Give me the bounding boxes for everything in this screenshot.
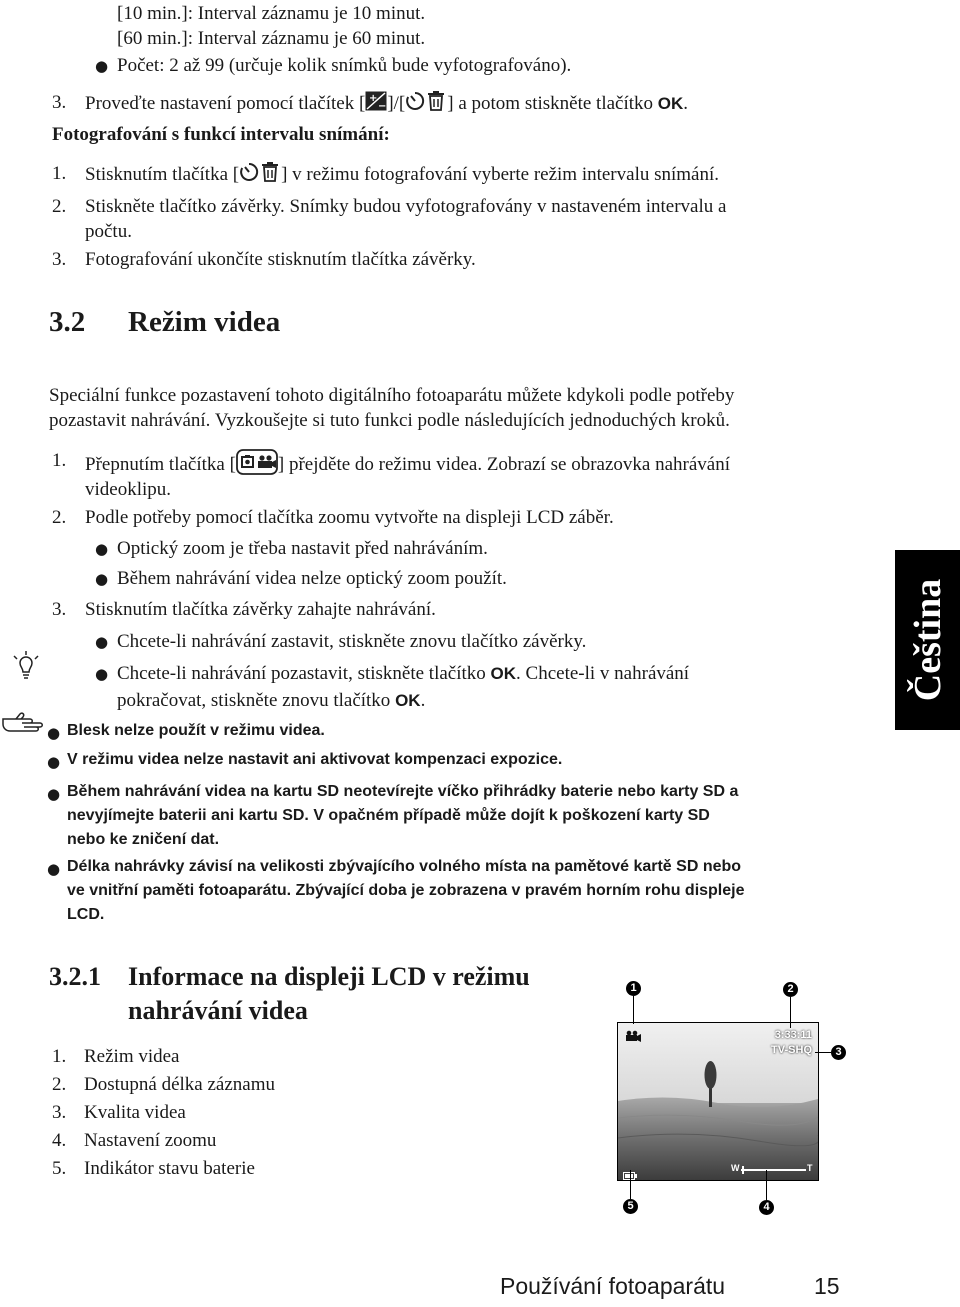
interval-10-line: [10 min.]: Interval záznamu je 10 minut. (117, 3, 426, 24)
callout-line (630, 1170, 631, 1199)
svg-text:−: − (378, 101, 387, 111)
stop-bullet: Chcete-li nahrávání zastavit, stiskněte znovu tlačítko závěrky. (117, 631, 587, 652)
lcd-item-label: Nastavení zoomu (84, 1130, 217, 1151)
lcd-item-label: Dostupná délka záznamu (84, 1074, 275, 1095)
zoom-tele-label: T (807, 1163, 813, 1173)
video-intro-line2: pozastavit nahrávání. Vyzkoušejte si tuto funkci podle následujících jednoduchých kroků. (49, 410, 730, 431)
bullet-icon: ● (95, 570, 109, 588)
lcd-screen-illustration (617, 1022, 819, 1181)
bullet-icon: ● (95, 57, 109, 75)
note-sd-line2: nevyjímejte baterii ani kartu SD. V opačném případě může dojít k poškození karty SD (67, 807, 710, 824)
interval-step-1: Stisknutím tlačítka [ ] v režimu fotografování vyberte režim intervalu snímání. (85, 162, 719, 189)
note-flash: Blesk nelze použít v režimu videa. (67, 722, 325, 739)
pause-bullet-line2: pokračovat, stiskněte znovu tlačítko OK. (117, 690, 426, 711)
step-number: 1. (52, 163, 67, 184)
subsection-title-line2: nahrávání videa (128, 996, 308, 1025)
bullet-icon: ● (47, 860, 61, 878)
tip-lightbulb-icon (12, 651, 40, 686)
interval-step-2-line1: Stiskněte tlačítko závěrky. Snímky budou vyfotografovány v nastaveném intervalu a (85, 196, 727, 217)
zoom-bar (741, 1169, 806, 1171)
video-intro-line1: Speciální funkce pozastavení tohoto digitálního fotoaparátu můžete kdykoli podle potřeby (49, 385, 735, 406)
note-sd-line3: nebo ke zničení dat. (67, 831, 220, 848)
note-exposure: V režimu videa nelze nastavit ani aktivovat kompenzaci expozice. (67, 751, 563, 768)
lcd-item-num: 5. (52, 1158, 67, 1179)
setup-step-line: Proveďte nastavení pomocí tlačítek [ + − ]/[ ] a potom stiskněte tlačítko OK. (85, 91, 688, 118)
svg-text:+: + (369, 93, 378, 104)
language-tab (895, 550, 960, 730)
language-tab-label: Čeština (906, 578, 949, 702)
page-number: 15 (814, 1273, 840, 1299)
callout-4: 4 (759, 1200, 774, 1215)
callout-line (815, 1052, 831, 1053)
bullet-icon: ● (95, 633, 109, 651)
lcd-item-label: Režim videa (84, 1046, 180, 1067)
video-step-1-line2: videoklipu. (85, 479, 172, 500)
lcd-item-num: 2. (52, 1074, 67, 1095)
callout-1: 1 (626, 981, 641, 996)
zoom-bullet-1: Optický zoom je třeba nastavit před nahráváním. (117, 538, 488, 559)
interval-60-line: [60 min.]: Interval záznamu je 60 minut. (117, 28, 426, 49)
section-number: 3.2 (49, 306, 86, 338)
recording-time: 3:33:11 (774, 1029, 812, 1041)
note-sd-line1: Během nahrávání videa na kartu SD neotevírejte víčko přihrádky baterie nebo karty SD a (67, 783, 739, 800)
pause-bullet-line1: Chcete-li nahrávání pozastavit, stiskněte tlačítko OK. Chcete-li v nahrávání (117, 663, 690, 684)
step-number: 3. (52, 249, 67, 270)
interval-step-2-line2: počtu. (85, 221, 132, 242)
video-step-3: Stisknutím tlačítka závěrky zahajte nahrávání. (85, 599, 436, 620)
subsection-title-line1: Informace na displeji LCD v režimu (128, 962, 530, 991)
lcd-item-num: 4. (52, 1130, 67, 1151)
exposure-icon (365, 91, 387, 118)
callout-line (766, 1170, 767, 1200)
zoom-marker (742, 1166, 744, 1174)
lcd-item-num: 1. (52, 1046, 67, 1067)
step-number: 2. (52, 196, 67, 217)
callout-2: 2 (783, 982, 798, 997)
trash-icon (425, 91, 447, 118)
zoom-bullet-2: Během nahrávání videa nelze optický zoom použít. (117, 568, 507, 589)
note-length-line1: Délka nahrávky závisí na velikosti zbývajícího volného místa na pamětové kartě SD nebo (67, 858, 742, 875)
callout-line (790, 997, 791, 1028)
bullet-icon: ● (47, 724, 61, 742)
subsection-number: 3.2.1 (49, 962, 101, 991)
interval-step-3: Fotografování ukončíte stisknutím tlačítka závěrky. (85, 249, 476, 270)
bullet-icon: ● (47, 785, 61, 803)
lcd-item-num: 3. (52, 1102, 67, 1123)
video-mode-indicator-icon (625, 1029, 641, 1047)
note-hand-icon (2, 712, 46, 739)
lcd-item-label: Indikátor stavu baterie (84, 1158, 255, 1179)
trash-icon (259, 162, 281, 189)
callout-line (633, 996, 634, 1024)
zoom-wide-label: W (731, 1163, 740, 1173)
callout-3: 3 (831, 1045, 846, 1060)
section-title: Režim videa (128, 306, 281, 338)
bullet-icon: ● (95, 665, 109, 683)
self-timer-icon (405, 91, 425, 118)
note-length-line2: ve vnitřní paměti fotoaparátu. Zbývající doba je zobrazena v pravém horním rohu displeje (67, 882, 745, 899)
note-length-line3: LCD. (67, 906, 105, 923)
step-number: 3. (52, 599, 67, 620)
video-quality: TV-SHQ (771, 1044, 812, 1056)
video-step-2: Podle potřeby pomocí tlačítka zoomu vytvořte na displeji LCD záběr. (85, 507, 614, 528)
video-mode-icon (236, 449, 278, 482)
footer-title: Používání fotoaparátu (500, 1273, 726, 1299)
count-bullet-text: Počet: 2 až 99 (určuje kolik snímků bude vyfotografováno). (117, 55, 572, 76)
callout-5: 5 (623, 1199, 638, 1214)
bullet-icon: ● (47, 753, 61, 771)
video-step-1: Přepnutím tlačítka [ ] přejděte do režimu videa. Zobrazí se obrazovka nahrávání (85, 449, 730, 482)
step-number: 1. (52, 450, 67, 471)
step-number: 2. (52, 507, 67, 528)
lcd-item-label: Kvalita videa (84, 1102, 186, 1123)
self-timer-icon (239, 162, 259, 189)
step-number: 3. (52, 92, 67, 113)
bullet-icon: ● (95, 540, 109, 558)
interval-heading: Fotografování s funkcí intervalu snímání: (52, 124, 390, 145)
